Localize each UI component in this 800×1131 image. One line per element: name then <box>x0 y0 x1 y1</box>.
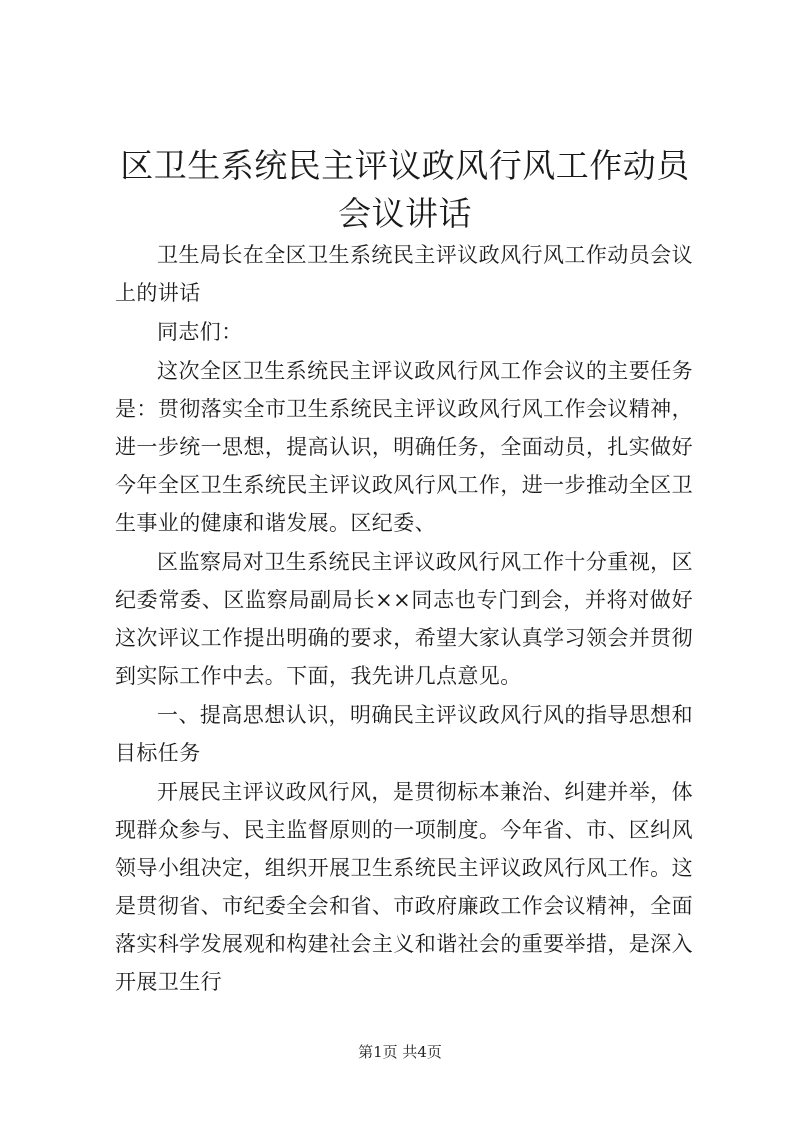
page-footer: 第1页 共4页 <box>358 1043 442 1061</box>
document-title: 区卫生系统民主评议政风行风工作动员会议讲话 <box>120 146 690 233</box>
paragraph-section-one-heading: 一、提高思想认识，明确民主评议政风行风的指导思想和目标任务 <box>115 703 693 765</box>
paragraph-supervision: 区监察局对卫生系统民主评议政风行风工作十分重视，区纪委常委、区监察局副局长××同志也专门到会，并将对做好这次评议工作提出明确的要求，希望大家认真学习领会并贯彻到实际工作中去。下面，我先讲几点意见。 <box>115 550 693 688</box>
paragraph-section-one-body: 开展民主评议政风行风，是贯彻标本兼治、纠建并举，体现群众参与、民主监督原则的一项制度。今年省、市、区纠风领导小组决定，组织开展卫生系统民主评议政风行风工作。这是贯彻省、市纪委全会和省、市政府廉政工作会议精神，全面落实科学发展观和构建社会主义和谐社会的重要举措，是深入开展卫生行 <box>115 780 693 994</box>
paragraph-main-task: 这次全区卫生系统民主评议政风行风工作会议的主要任务是：贯彻落实全市卫生系统民主评议政风行风工作会议精神，进一步统一思想，提高认识，明确任务，全面动员，扎实做好今年全区卫生系统民主评议政风行风工作，进一步推动全区卫生事业的健康和谐发展。区纪委、 <box>115 359 693 535</box>
document-body <box>115 236 693 1001</box>
paragraph-salutation: 同志们： <box>157 320 243 344</box>
paragraph-heading-line: 卫生局长在全区卫生系统民主评议政风行风工作动员会议上的讲话 <box>115 243 693 305</box>
